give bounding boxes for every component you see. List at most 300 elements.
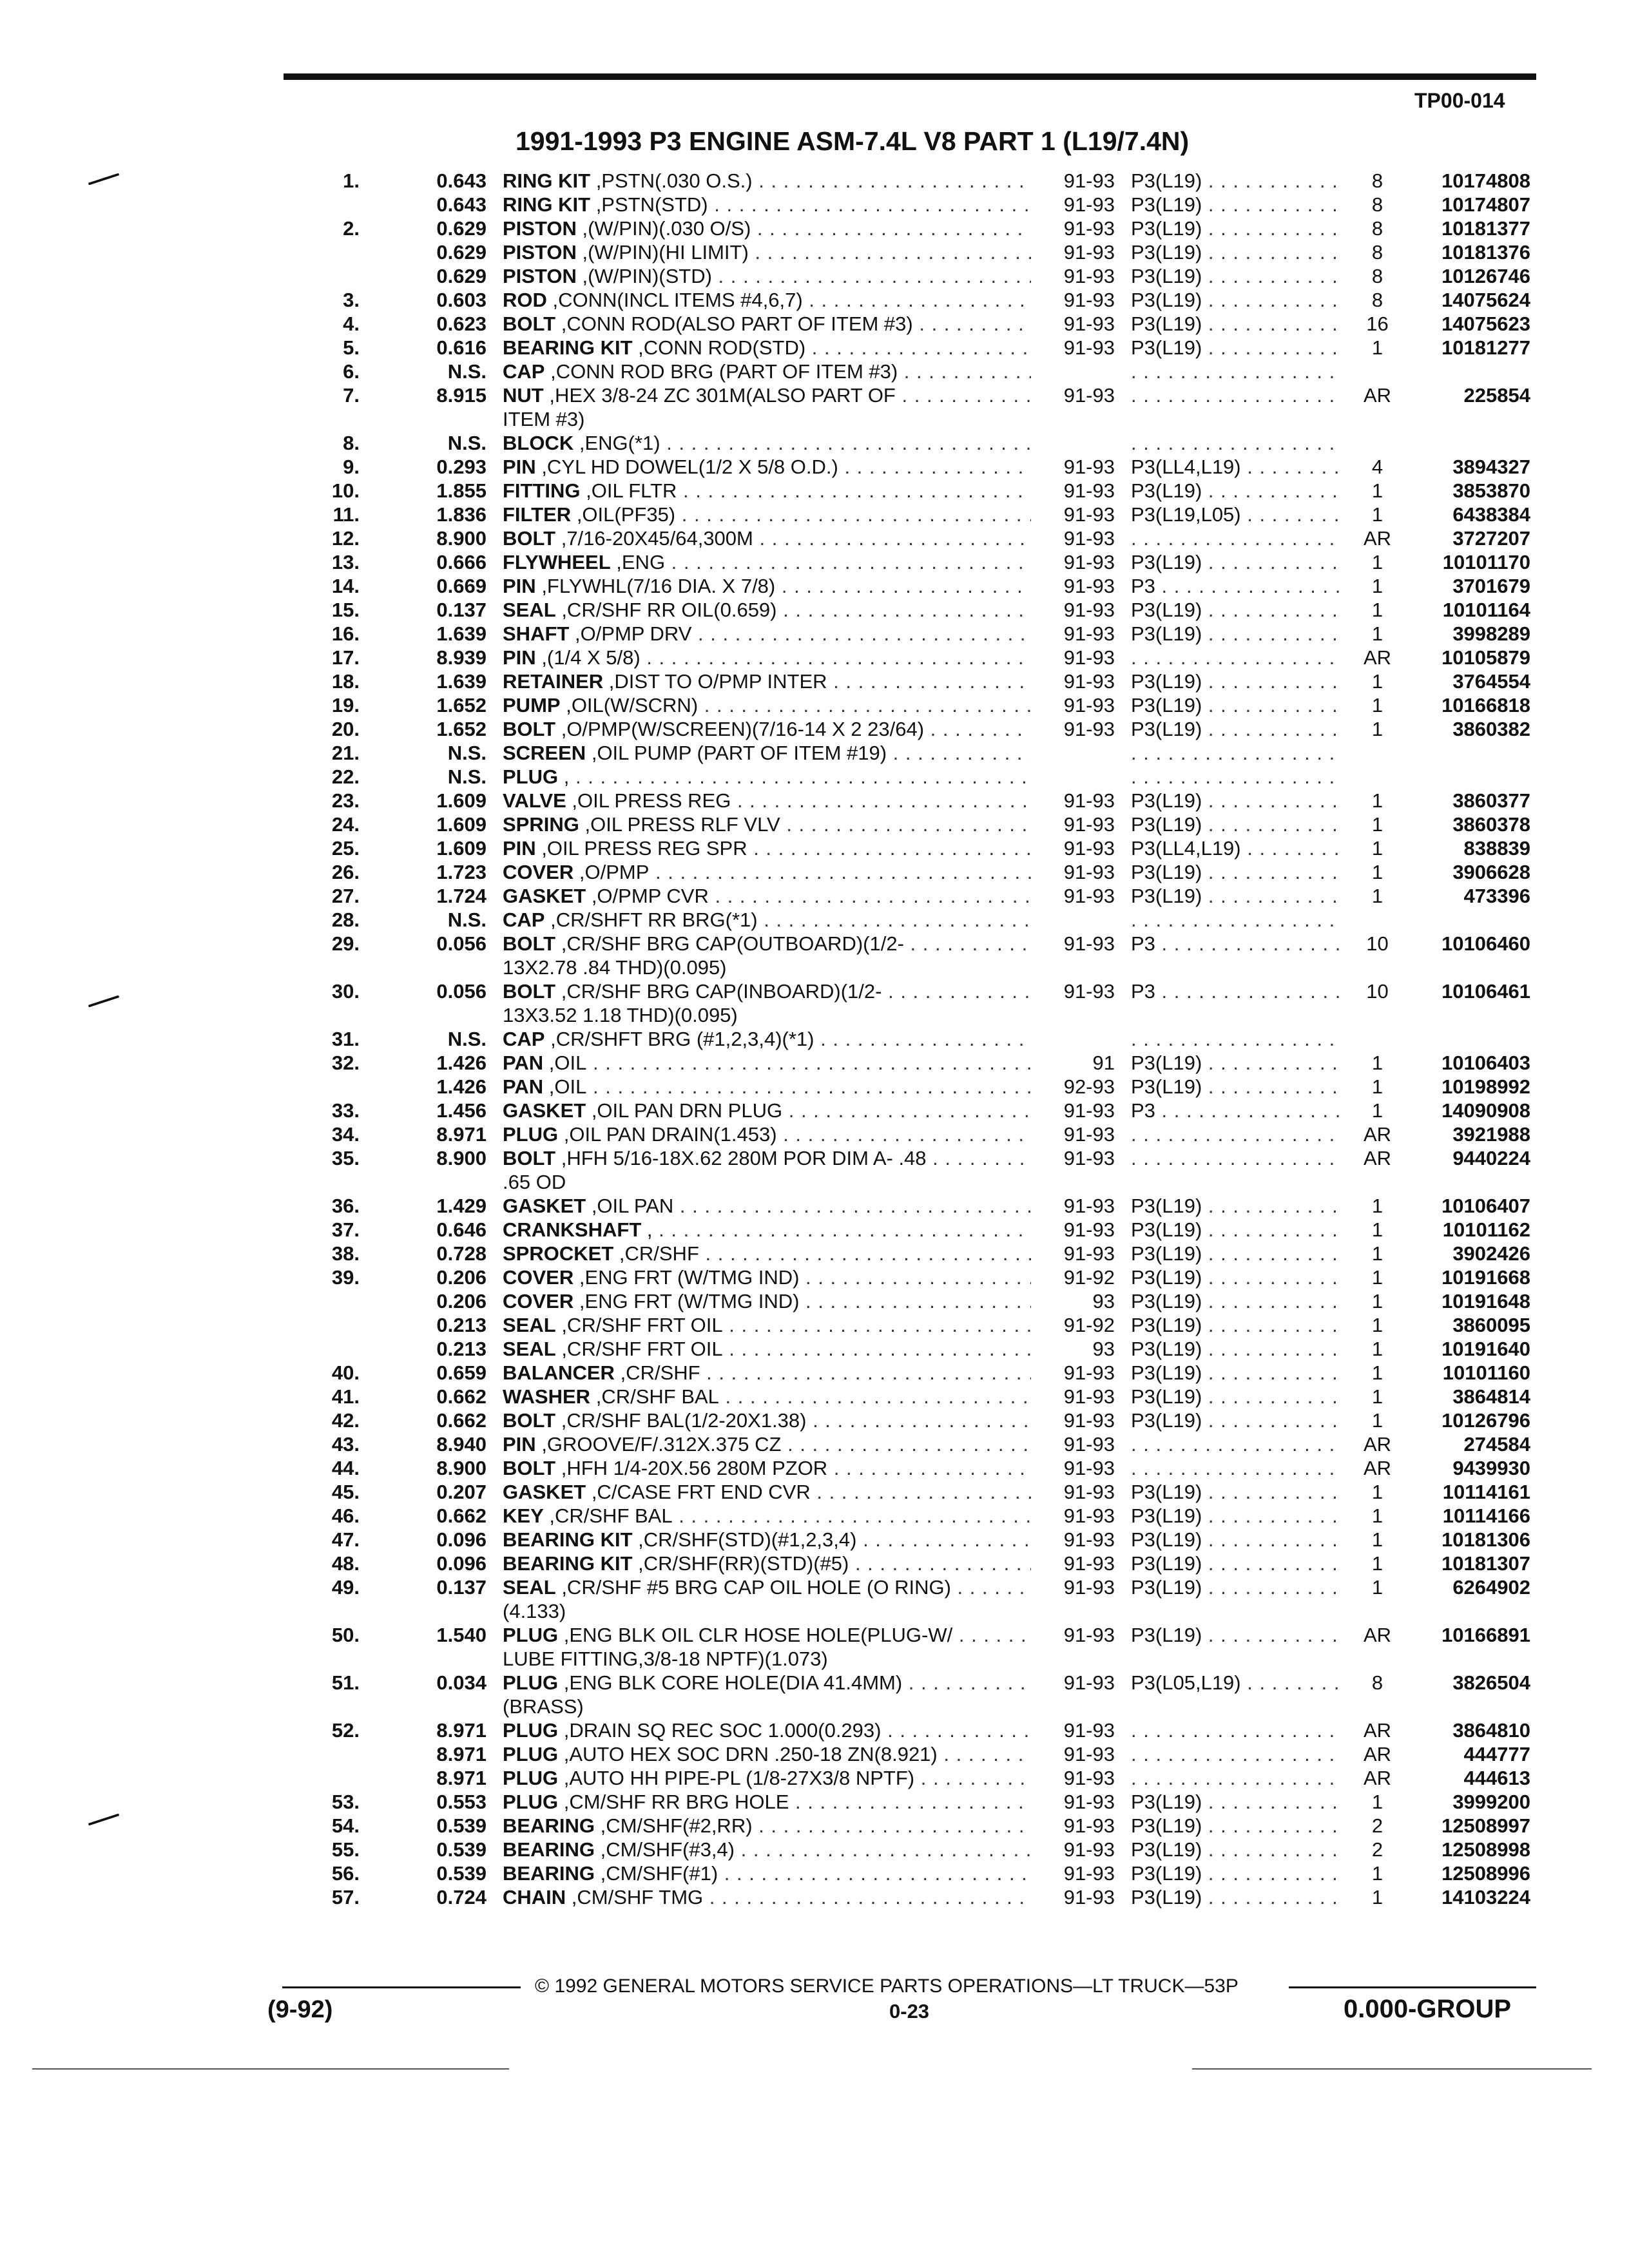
year-range: 91-93 (1063, 646, 1115, 669)
ref-number: 0.603 (436, 289, 487, 311)
table-row (0, 526, 1629, 550)
part-spec: ,ENG . . . (616, 551, 1031, 573)
item-number: 3. (343, 289, 360, 311)
description (503, 1218, 1031, 1242)
quantity: 1 (1371, 503, 1383, 526)
quantity: 1 (1371, 1314, 1383, 1336)
ref-number: 1.855 (436, 479, 487, 502)
table-row (0, 169, 1629, 193)
description (503, 1718, 1031, 1742)
table-row (0, 693, 1629, 717)
part-name: SEAL (503, 599, 556, 621)
year-range: 91-93 (1063, 1767, 1115, 1789)
part-spec: ,CR/SHFT RR BRG(*1) . . . (550, 908, 1031, 931)
item-number: 42. (331, 1409, 360, 1432)
part-name: CAP (503, 908, 545, 931)
table-row (0, 1265, 1629, 1289)
model-code (1131, 360, 1340, 383)
year-range: 91-93 (1063, 1457, 1115, 1479)
model-code: P3(L19,L05) . . . (1131, 503, 1340, 526)
model-code: P3(L05,L19) . . . (1131, 1671, 1340, 1695)
description (503, 717, 1031, 741)
part-spec: ,HEX 3/8-24 ZC 301M(ALSO PART OF . . . (549, 384, 1031, 407)
quantity: 8 (1371, 265, 1383, 287)
ref-number: 8.900 (436, 1457, 487, 1479)
part-spec: ,CR/SHF BRG CAP(OUTBOARD)(1/2- . . . (561, 932, 1031, 955)
table-row (0, 1194, 1629, 1218)
year-range: 91-93 (1063, 1838, 1115, 1861)
year-range: 91-93 (1063, 1719, 1115, 1742)
item-number: 33. (331, 1099, 360, 1122)
part-number: 10191668 (1441, 1266, 1530, 1289)
table-row (0, 789, 1629, 812)
year-range: 91-93 (1063, 622, 1115, 645)
quantity: 1 (1371, 1338, 1383, 1360)
year-range: 93 (1092, 1290, 1115, 1312)
part-number: 10126746 (1441, 265, 1530, 287)
table-row (0, 598, 1629, 622)
table-row (0, 264, 1629, 288)
model-code: P3(L19) . . . (1131, 216, 1340, 240)
footer-rule-left (282, 1986, 521, 1988)
part-name: BOLT (503, 527, 556, 550)
model-code: P3 . . . (1131, 1099, 1340, 1122)
year-range: 91-93 (1063, 1576, 1115, 1599)
model-code (1131, 1027, 1340, 1051)
table-row (0, 1146, 1629, 1170)
part-name: BEARING (503, 1814, 595, 1837)
table-row (0, 1790, 1629, 1814)
part-name: NUT (503, 384, 544, 407)
model-code: P3(L19) . . . (1131, 693, 1340, 717)
table-row (0, 812, 1629, 836)
description (503, 455, 1031, 479)
quantity: AR (1363, 1123, 1392, 1146)
table-row (0, 336, 1629, 360)
part-name: ROD (503, 289, 547, 311)
quantity: 1 (1371, 1886, 1383, 1908)
part-number: 3921988 (1452, 1123, 1530, 1146)
ref-number: 0.659 (436, 1361, 487, 1384)
part-number: 3864810 (1452, 1719, 1530, 1742)
ref-number: 0.096 (436, 1528, 487, 1551)
quantity: AR (1363, 1719, 1392, 1742)
ref-number: 1.456 (436, 1099, 487, 1122)
table-row (0, 622, 1629, 646)
part-spec: ,CR/SHF BAL . . . (596, 1385, 1031, 1408)
part-name: PUMP (503, 694, 561, 716)
quantity: 1 (1371, 1409, 1383, 1432)
part-spec: ,OIL . . . (549, 1052, 1031, 1074)
model-code: P3(L19) . . . (1131, 479, 1340, 503)
year-range: 91-93 (1063, 837, 1115, 860)
table-row (0, 240, 1629, 264)
description (503, 1361, 1031, 1385)
part-spec: ,CR/SHF . . . (619, 1242, 1031, 1265)
quantity: 1 (1371, 1242, 1383, 1265)
model-code: P3(L19) . . . (1131, 598, 1340, 622)
model-code: P3 . . . (1131, 932, 1340, 956)
model-code: P3(L19) . . . (1131, 336, 1340, 360)
description (503, 383, 1031, 407)
year-range: 91-93 (1063, 1671, 1115, 1694)
ref-number: 1.836 (436, 503, 487, 526)
quantity: 1 (1371, 551, 1383, 573)
table-row (0, 1861, 1629, 1885)
description (503, 1504, 1031, 1528)
table-row (0, 1528, 1629, 1552)
description (503, 1528, 1031, 1552)
part-name: KEY (503, 1504, 544, 1527)
ref-number: 0.629 (436, 217, 487, 240)
description (503, 1051, 1031, 1075)
ref-number: 1.724 (436, 885, 487, 907)
table-row (0, 383, 1629, 407)
part-spec: ,O/PMP . . . (579, 861, 1031, 883)
table-row (0, 1432, 1629, 1456)
ref-number: 8.971 (436, 1123, 487, 1146)
quantity: AR (1363, 1433, 1392, 1456)
model-code: P3(L19) . . . (1131, 1885, 1340, 1909)
part-number: 10181306 (1441, 1528, 1530, 1551)
model-code: P3(L19) . . . (1131, 169, 1340, 193)
part-spec: ,HFH 5/16-18X.62 280M POR DIM A- .48 . . . (561, 1147, 1031, 1169)
model-code: P3(L19) . . . (1131, 1480, 1340, 1504)
ref-number: 0.616 (436, 336, 487, 359)
part-spec: ,CM/SHF TMG . . . (572, 1886, 1031, 1908)
quantity: 8 (1371, 289, 1383, 311)
bottom-rule-right (1192, 2068, 1592, 2070)
part-name: CAP (503, 360, 545, 383)
model-code: P3(L19) . . . (1131, 1504, 1340, 1528)
part-spec: ,ENG BLK OIL CLR HOSE HOLE(PLUG-W/ . . . (564, 1624, 1031, 1646)
ref-number: 0.669 (436, 575, 487, 597)
year-range: 91-93 (1063, 217, 1115, 240)
part-number: 10198992 (1441, 1075, 1530, 1098)
description (503, 1742, 1031, 1766)
part-name: CAP (503, 1028, 545, 1050)
part-spec: ,ENG BLK CORE HOLE(DIA 41.4MM) . . . (564, 1671, 1031, 1694)
model-code: P3(L19) . . . (1131, 288, 1340, 312)
part-spec: ,ENG(*1) . . . (579, 432, 1031, 454)
part-spec: ,OIL PAN DRAIN(1.453) . . . (564, 1123, 1031, 1146)
part-spec: LUBE FITTING,3/8-18 NPTF)(1.073) (503, 1648, 828, 1670)
quantity: 1 (1371, 718, 1383, 740)
ref-number: 1.609 (436, 813, 487, 836)
quantity: 1 (1371, 1385, 1383, 1408)
model-code (1131, 431, 1340, 455)
part-spec: ,OIL(PF35) . . . (577, 503, 1031, 526)
ref-number: 8.900 (436, 1147, 487, 1169)
ref-number: 0.206 (436, 1266, 487, 1289)
ref-number: 8.900 (436, 527, 487, 550)
ref-number: 0.646 (436, 1218, 487, 1241)
part-spec: ,CYL HD DOWEL(1/2 X 5/8 O.D.) . . . (541, 456, 1031, 478)
part-name: SCREEN (503, 742, 586, 764)
model-code: P3(L19) . . . (1131, 812, 1340, 836)
part-spec: ,OIL PAN . . . (592, 1195, 1031, 1217)
part-number: 473396 (1463, 885, 1530, 907)
ref-number: N.S. (447, 742, 487, 764)
part-name: PISTON (503, 241, 577, 264)
year-range: 91-93 (1063, 1195, 1115, 1217)
description (503, 1146, 1031, 1170)
item-number: 24. (331, 813, 360, 836)
ref-number: 1.426 (436, 1075, 487, 1098)
part-name: PLUG (503, 1743, 559, 1765)
quantity: 1 (1371, 861, 1383, 883)
year-range: 91-93 (1063, 1361, 1115, 1384)
quantity: 1 (1371, 1481, 1383, 1503)
item-number: 25. (331, 837, 360, 860)
year-range: 91-93 (1063, 479, 1115, 502)
year-range: 91-93 (1063, 551, 1115, 573)
table-row (0, 1695, 1629, 1718)
quantity: AR (1363, 1767, 1392, 1789)
item-number: 50. (331, 1624, 360, 1646)
table-row (0, 1742, 1629, 1766)
description (503, 622, 1031, 646)
part-name: COVER (503, 1266, 574, 1289)
part-number: 3894327 (1452, 456, 1530, 478)
table-row (0, 1552, 1629, 1575)
table-row (0, 1718, 1629, 1742)
part-name: PLUG (503, 1624, 559, 1646)
ref-number: 0.293 (436, 456, 487, 478)
year-range: 91-93 (1063, 1528, 1115, 1551)
ref-number: 0.643 (436, 169, 487, 192)
description (503, 1170, 1031, 1194)
ref-number: 8.939 (436, 646, 487, 669)
ref-number: 0.629 (436, 265, 487, 287)
item-number: 45. (331, 1481, 360, 1503)
part-name: GASKET (503, 1195, 586, 1217)
item-number: 47. (331, 1528, 360, 1551)
item-number: 35. (331, 1147, 360, 1169)
ref-number: 0.623 (436, 312, 487, 335)
part-spec: ,(W/PIN)(HI LIMIT) . . . (582, 241, 1031, 264)
model-code: P3(L19) . . . (1131, 1075, 1340, 1099)
quantity: 1 (1371, 336, 1383, 359)
part-name: COVER (503, 1290, 574, 1312)
quantity: 1 (1371, 1075, 1383, 1098)
model-code: P3 . . . (1131, 979, 1340, 1003)
ref-number: 1.723 (436, 861, 487, 883)
model-code (1131, 1766, 1340, 1790)
part-number: 444613 (1463, 1767, 1530, 1789)
model-code: P3(L19) . . . (1131, 1575, 1340, 1599)
part-spec: ,OIL FLTR . . . (586, 479, 1031, 502)
year-range: 91-93 (1063, 1099, 1115, 1122)
part-spec: ,C/CASE FRT END CVR . . . (592, 1481, 1031, 1503)
ref-number: 0.666 (436, 551, 487, 573)
table-row (0, 455, 1629, 479)
quantity: 10 (1366, 980, 1389, 1003)
model-code (1131, 526, 1340, 550)
item-number: 57. (331, 1886, 360, 1908)
part-name: BOLT (503, 1147, 556, 1169)
bottom-rule-left (32, 2068, 509, 2070)
part-name: FILTER (503, 503, 572, 526)
item-number: 46. (331, 1504, 360, 1527)
year-range: 91-93 (1063, 1552, 1115, 1575)
part-name: BEARING (503, 1838, 595, 1861)
table-row (0, 1885, 1629, 1909)
table-row (0, 1671, 1629, 1695)
part-number: 3727207 (1452, 527, 1530, 550)
model-code: P3(L19) . . . (1131, 1408, 1340, 1432)
table-row (0, 550, 1629, 574)
ref-number: 1.639 (436, 622, 487, 645)
description (503, 1075, 1031, 1099)
part-name: SEAL (503, 1338, 556, 1360)
description (503, 360, 1031, 383)
table-row (0, 1313, 1629, 1337)
quantity: 1 (1371, 1862, 1383, 1885)
part-number: 9440224 (1452, 1147, 1530, 1169)
part-name: SPRING (503, 813, 579, 836)
part-spec: ,(W/PIN)(STD) . . . (582, 265, 1031, 287)
part-spec: ,OIL . . . (549, 1075, 1031, 1098)
model-code: P3(LL4,L19) . . . (1131, 455, 1340, 479)
part-number: 10181307 (1441, 1552, 1530, 1575)
part-spec: ,CM/SHF(#3,4) . . . (601, 1838, 1031, 1861)
part-name: PLUG (503, 1719, 559, 1742)
description (503, 312, 1031, 336)
part-number: 10174808 (1441, 169, 1530, 192)
model-code (1131, 741, 1340, 765)
part-name: BALANCER (503, 1361, 615, 1384)
quantity: 1 (1371, 575, 1383, 597)
year-range: 91-93 (1063, 384, 1115, 407)
table-row (0, 956, 1629, 979)
table-row (0, 1170, 1629, 1194)
part-spec: ,(1/4 X 5/8) . . . (541, 646, 1031, 669)
part-name: PIN (503, 575, 536, 597)
ref-number: 0.213 (436, 1314, 487, 1336)
model-code: P3(L19) . . . (1131, 312, 1340, 336)
ref-number: 0.213 (436, 1338, 487, 1360)
year-range: 91-93 (1063, 1409, 1115, 1432)
description (503, 336, 1031, 360)
description (503, 1766, 1031, 1790)
description (503, 836, 1031, 860)
model-code: P3(L19) . . . (1131, 1385, 1340, 1408)
item-number: 6. (343, 360, 360, 383)
quantity: 1 (1371, 1195, 1383, 1217)
part-name: FITTING (503, 479, 581, 502)
part-number: 14075623 (1441, 312, 1530, 335)
ref-number: 0.539 (436, 1862, 487, 1885)
ref-number: 0.553 (436, 1791, 487, 1813)
part-number: 10101160 (1442, 1361, 1530, 1384)
part-spec: ITEM #3) (503, 408, 585, 430)
quantity: AR (1363, 527, 1392, 550)
part-name: BEARING KIT (503, 1552, 633, 1575)
part-spec: ,DIST TO O/PMP INTER . . . (609, 670, 1031, 693)
model-code: P3(L19) . . . (1131, 1194, 1340, 1218)
part-number: 6264902 (1452, 1576, 1530, 1599)
quantity: 1 (1371, 1266, 1383, 1289)
table-row (0, 1456, 1629, 1480)
part-spec: ,PSTN(STD) . . . (596, 193, 1031, 216)
part-spec: ,OIL(W/SCRN) . . . (566, 694, 1031, 716)
item-number: 39. (331, 1266, 360, 1289)
ref-number: 0.539 (436, 1814, 487, 1837)
part-spec: ,FLYWHL(7/16 DIA. X 7/8) . . . (541, 575, 1031, 597)
part-number: 3826504 (1452, 1671, 1530, 1694)
part-number: 10106407 (1441, 1195, 1530, 1217)
table-row (0, 979, 1629, 1003)
part-name: PLUG (503, 1767, 559, 1789)
quantity: 2 (1371, 1814, 1383, 1837)
table-row (0, 1122, 1629, 1146)
item-number: 54. (331, 1814, 360, 1837)
description (503, 1313, 1031, 1337)
part-number: 3860378 (1452, 813, 1530, 836)
part-spec: ,CR/SHF BRG CAP(INBOARD)(1/2- . . . (561, 980, 1031, 1003)
description (503, 1790, 1031, 1814)
year-range: 91-93 (1063, 861, 1115, 883)
description (503, 1575, 1031, 1599)
part-number: 10106460 (1441, 932, 1530, 955)
table-row (0, 360, 1629, 383)
item-number: 26. (331, 861, 360, 883)
table-row (0, 932, 1629, 956)
model-code: P3 . . . (1131, 574, 1340, 598)
copyright-text: © 1992 GENERAL MOTORS SERVICE PARTS OPERATIONS—LT TRUCK—53P (535, 1975, 1239, 1997)
part-spec: ,CR/SHF(RR)(STD)(#5) . . . (638, 1552, 1031, 1575)
description (503, 1814, 1031, 1838)
item-number: 22. (331, 765, 360, 788)
quantity: 1 (1371, 1052, 1383, 1074)
item-number: 44. (331, 1457, 360, 1479)
item-number: 31. (331, 1028, 360, 1050)
year-range: 91-93 (1063, 312, 1115, 335)
part-number: 274584 (1463, 1433, 1530, 1456)
description (503, 932, 1031, 956)
part-name: SHAFT (503, 622, 570, 645)
part-name: SEAL (503, 1576, 556, 1599)
model-code (1131, 765, 1340, 789)
year-range: 91-93 (1063, 193, 1115, 216)
top-rule (284, 73, 1536, 80)
quantity: 1 (1371, 837, 1383, 860)
table-row (0, 884, 1629, 908)
part-spec: ,CR/SHF BAL(1/2-20X1.38) . . . (561, 1409, 1031, 1432)
model-code: P3(L19) . . . (1131, 1790, 1340, 1814)
ref-number: 0.724 (436, 1886, 487, 1908)
part-spec: ,CM/SHF(#1) . . . (601, 1862, 1031, 1885)
part-spec: ,PSTN(.030 O.S.) . . . (596, 169, 1031, 192)
description (503, 479, 1031, 503)
model-code: P3(L19) . . . (1131, 1337, 1340, 1361)
part-spec: ,(W/PIN)(.030 O/S) . . . (582, 217, 1031, 240)
part-name: GASKET (503, 1099, 586, 1122)
part-spec: ,OIL PUMP (PART OF ITEM #19) . . . (592, 742, 1031, 764)
part-name: VALVE (503, 789, 566, 812)
item-number: 28. (331, 908, 360, 931)
year-range: 91-93 (1063, 980, 1115, 1003)
part-name: GASKET (503, 1481, 586, 1503)
year-range: 91-93 (1063, 575, 1115, 597)
part-spec: ,O/PMP(W/SCREEN)(7/16-14 X 2 23/64) . . . (561, 718, 1031, 740)
item-number: 14. (331, 575, 360, 597)
part-name: PAN (503, 1052, 544, 1074)
part-spec: ,CR/SHF #5 BRG CAP OIL HOLE (O RING) . . . (561, 1576, 1031, 1599)
item-number: 51. (331, 1671, 360, 1694)
table-row (0, 1814, 1629, 1838)
